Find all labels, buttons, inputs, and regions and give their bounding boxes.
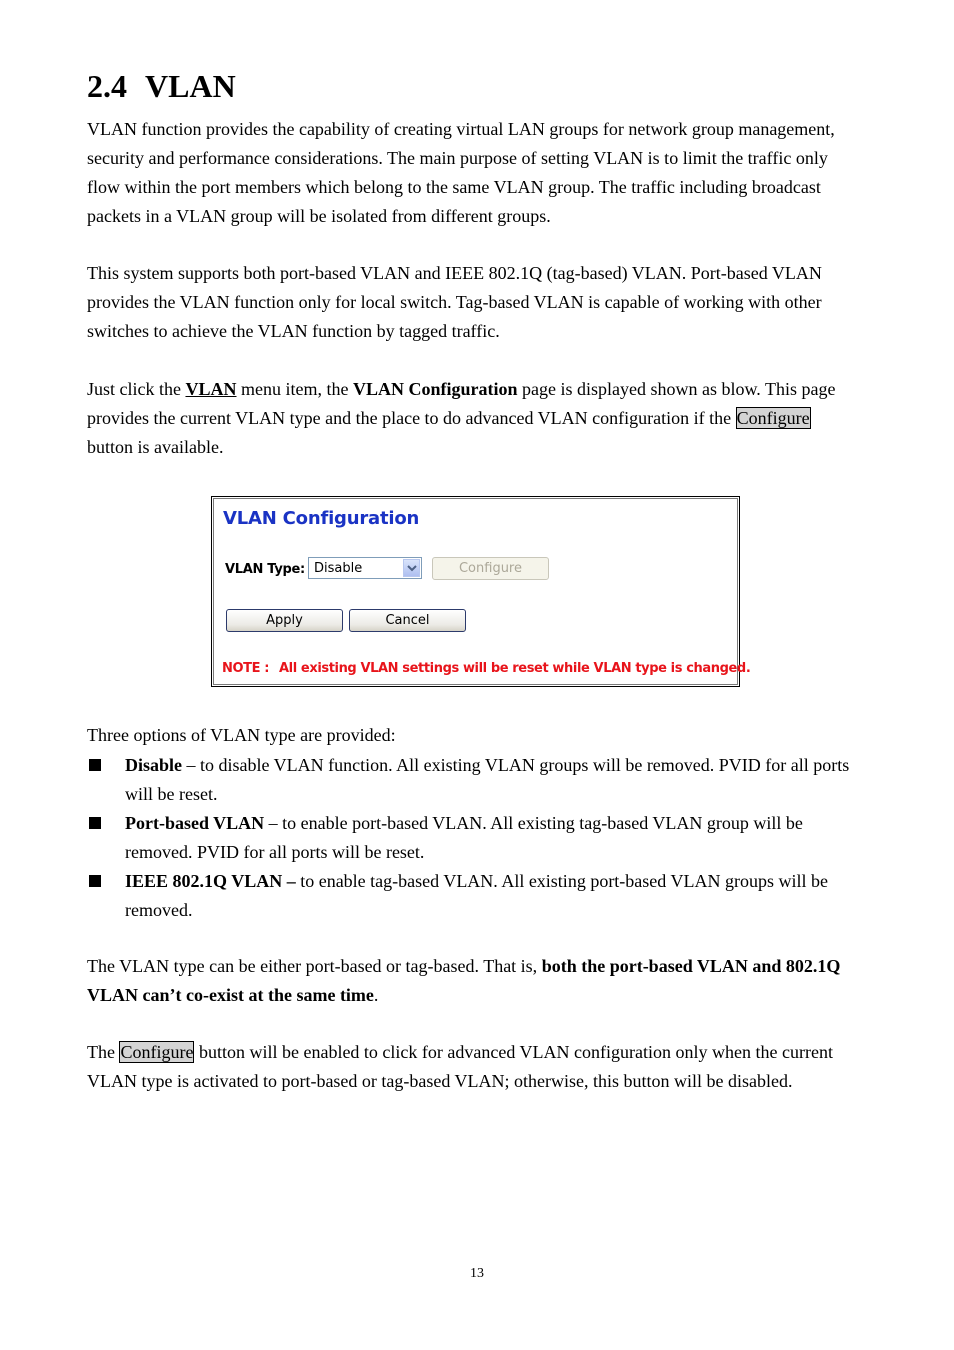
vlan-options-list xyxy=(87,751,859,925)
section-heading xyxy=(87,66,236,106)
list-item xyxy=(87,809,859,867)
coexist-paragraph xyxy=(87,952,859,1010)
options-intro: Three options of VLAN type are provided: xyxy=(87,725,396,745)
usage-text-3: page is displayed shown as blow. This page provides the current VLAN type and the place to do advanced VLAN configuration if the xyxy=(87,379,836,428)
apply-button[interactable]: Apply xyxy=(226,609,343,632)
vlan-config-page-reference: VLAN Configuration xyxy=(352,379,518,399)
configure-paragraph xyxy=(87,1038,859,1096)
option-name: Disable xyxy=(125,755,183,775)
configure-button-reference: Configure xyxy=(120,1042,194,1062)
list-item xyxy=(87,867,859,925)
configure-button-reference: Configure xyxy=(736,408,810,428)
vlan-menu-reference: VLAN xyxy=(185,379,237,399)
configure-button[interactable]: Configure xyxy=(432,557,549,580)
intro-paragraph: VLAN function provides the capability of creating virtual LAN groups for network group management, security and performance considerations. The main purpose of setting VLAN is to limit the traffic only flow within the port members which belong to the same VLAN group. The traffic including broadcast packets in a VLAN group will be isolated from different groups. xyxy=(87,119,835,226)
option-name: Port-based VLAN xyxy=(125,813,265,833)
usage-text-2: menu item, the xyxy=(236,379,353,399)
usage-paragraph xyxy=(87,375,859,462)
coexist-text-1: The VLAN type can be either port-based or tag-based. That is, xyxy=(87,956,542,976)
option-desc: to enable tag-based VLAN. All existing port-based VLAN groups will be removed. xyxy=(125,871,828,920)
usage-text-4: button is available. xyxy=(87,437,224,457)
section-title: VLAN xyxy=(145,68,236,104)
cancel-button[interactable]: Cancel xyxy=(349,609,466,632)
vlan-type-select[interactable] xyxy=(308,557,422,579)
vlan-config-screenshot xyxy=(211,496,751,687)
screenshot-frame xyxy=(213,498,751,685)
coexist-bold: both the port-based VLAN and 802.1Q VLAN can’t co-exist at the same time xyxy=(87,956,841,1005)
vlan-types-paragraph: This system supports both port-based VLAN and IEEE 802.1Q (tag-based) VLAN. Port-based VLAN provides the VLAN function only for local switch. Tag-based VLAN is capable of working with other switches to achieve the VLAN function by tagged traffic. xyxy=(87,263,822,341)
usage-text-1: Just click the xyxy=(87,379,186,399)
vlan-config-title: VLAN Configuration xyxy=(223,508,420,529)
chevron-down-icon[interactable] xyxy=(403,559,420,577)
note-label: NOTE : xyxy=(222,661,270,676)
note-text: All existing VLAN settings will be reset while VLAN type is changed. xyxy=(279,661,751,676)
section-number: 2.4 xyxy=(87,68,127,104)
page-number: 13 xyxy=(470,1266,484,1281)
bullet-square-icon xyxy=(89,875,101,887)
configure-text-1: The xyxy=(87,1042,120,1062)
vlan-type-label: VLAN Type: xyxy=(225,562,305,577)
list-item xyxy=(87,751,859,809)
option-desc: – to disable VLAN function. All existing VLAN groups will be removed. PVID for all ports will be reset. xyxy=(125,755,850,804)
vlan-reset-note xyxy=(222,661,750,676)
option-name: IEEE 802.1Q VLAN – xyxy=(125,871,296,891)
bullet-square-icon xyxy=(89,817,101,829)
coexist-text-2: . xyxy=(373,985,379,1005)
option-desc: – to enable port-based VLAN. All existing tag-based VLAN group will be removed. PVID for all ports will be reset. xyxy=(125,813,803,862)
vlan-type-value: Disable xyxy=(314,561,363,576)
bullet-square-icon xyxy=(89,759,101,771)
configure-text-2: button will be enabled to click for advanced VLAN configuration only when the current VLAN type is activated to port-based or tag-based VLAN; otherwise, this button will be disabled. xyxy=(87,1042,833,1091)
